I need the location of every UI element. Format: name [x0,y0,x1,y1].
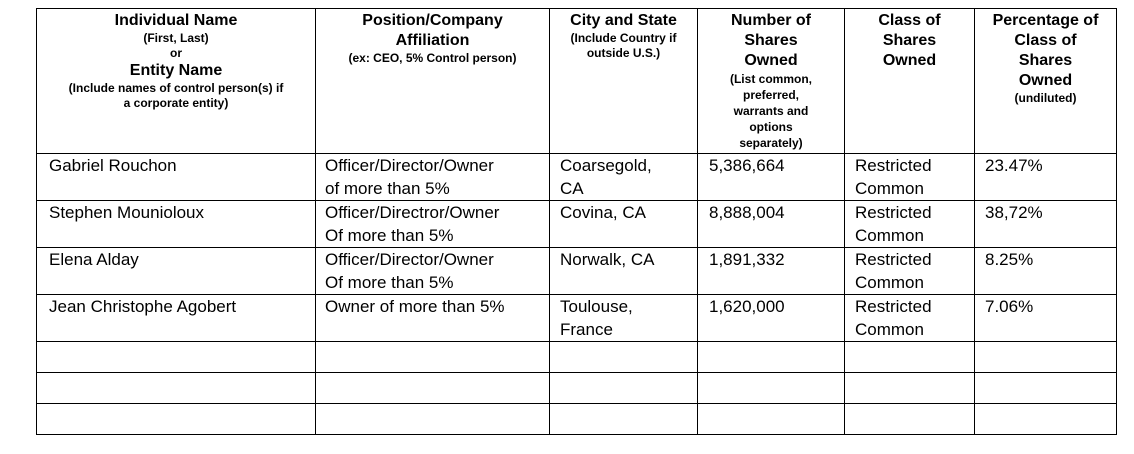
empty-cell [975,373,1117,404]
cell-percentage: 23.47% [975,154,1117,201]
cell-class: Restricted Common [845,295,975,342]
cell-percentage: 7.06% [975,295,1117,342]
cell-name: Jean Christophe Agobert [37,295,316,342]
empty-cell [845,404,975,435]
empty-cell [37,404,316,435]
cell-name: Gabriel Rouchon [37,154,316,201]
empty-cell [698,342,845,373]
table-row [37,154,1117,201]
table-row [37,248,1117,295]
cell-position: Owner of more than 5% [316,295,550,342]
table-row [37,201,1117,248]
empty-row [37,342,1117,373]
empty-cell [845,342,975,373]
header-class: Class of Shares Owned [845,9,975,154]
beneficial-owners-table [36,8,1117,435]
empty-cell [698,373,845,404]
header-position: Position/Company Affiliation (ex: CEO, 5% Control person) [316,9,550,154]
header-row [37,9,1117,154]
cell-class: Restricted Common [845,248,975,295]
cell-shares: 5,386,664 [698,154,845,201]
cell-position: Officer/Director/Owner Of more than 5% [316,248,550,295]
empty-row [37,404,1117,435]
empty-cell [316,342,550,373]
table-row [37,295,1117,342]
cell-city: Covina, CA [550,201,698,248]
empty-cell [37,342,316,373]
empty-cell [550,342,698,373]
cell-position: Officer/Directror/Owner Of more than 5% [316,201,550,248]
cell-class: Restricted Common [845,154,975,201]
header-name: Individual Name (First, Last) or Entity Name (Include names of control person(s) if a corporate entity) [37,9,316,154]
cell-city: Norwalk, CA [550,248,698,295]
cell-city: Coarsegold, CA [550,154,698,201]
header-city: City and State (Include Country if outside U.S.) [550,9,698,154]
header-shares: Number of Shares Owned (List common, preferred, warrants and options separately) [698,9,845,154]
empty-cell [37,373,316,404]
empty-cell [316,373,550,404]
cell-class: Restricted Common [845,201,975,248]
empty-cell [845,373,975,404]
cell-shares: 1,891,332 [698,248,845,295]
empty-cell [550,373,698,404]
empty-cell [698,404,845,435]
cell-city: Toulouse, France [550,295,698,342]
empty-row [37,373,1117,404]
empty-cell [550,404,698,435]
cell-name: Elena Alday [37,248,316,295]
header-percentage: Percentage of Class of Shares Owned (undiluted) [975,9,1117,154]
cell-percentage: 8.25% [975,248,1117,295]
empty-cell [316,404,550,435]
cell-position: Officer/Director/Owner of more than 5% [316,154,550,201]
cell-percentage: 38,72% [975,201,1117,248]
cell-name: Stephen Mounioloux [37,201,316,248]
cell-shares: 8,888,004 [698,201,845,248]
cell-shares: 1,620,000 [698,295,845,342]
empty-cell [975,342,1117,373]
empty-cell [975,404,1117,435]
